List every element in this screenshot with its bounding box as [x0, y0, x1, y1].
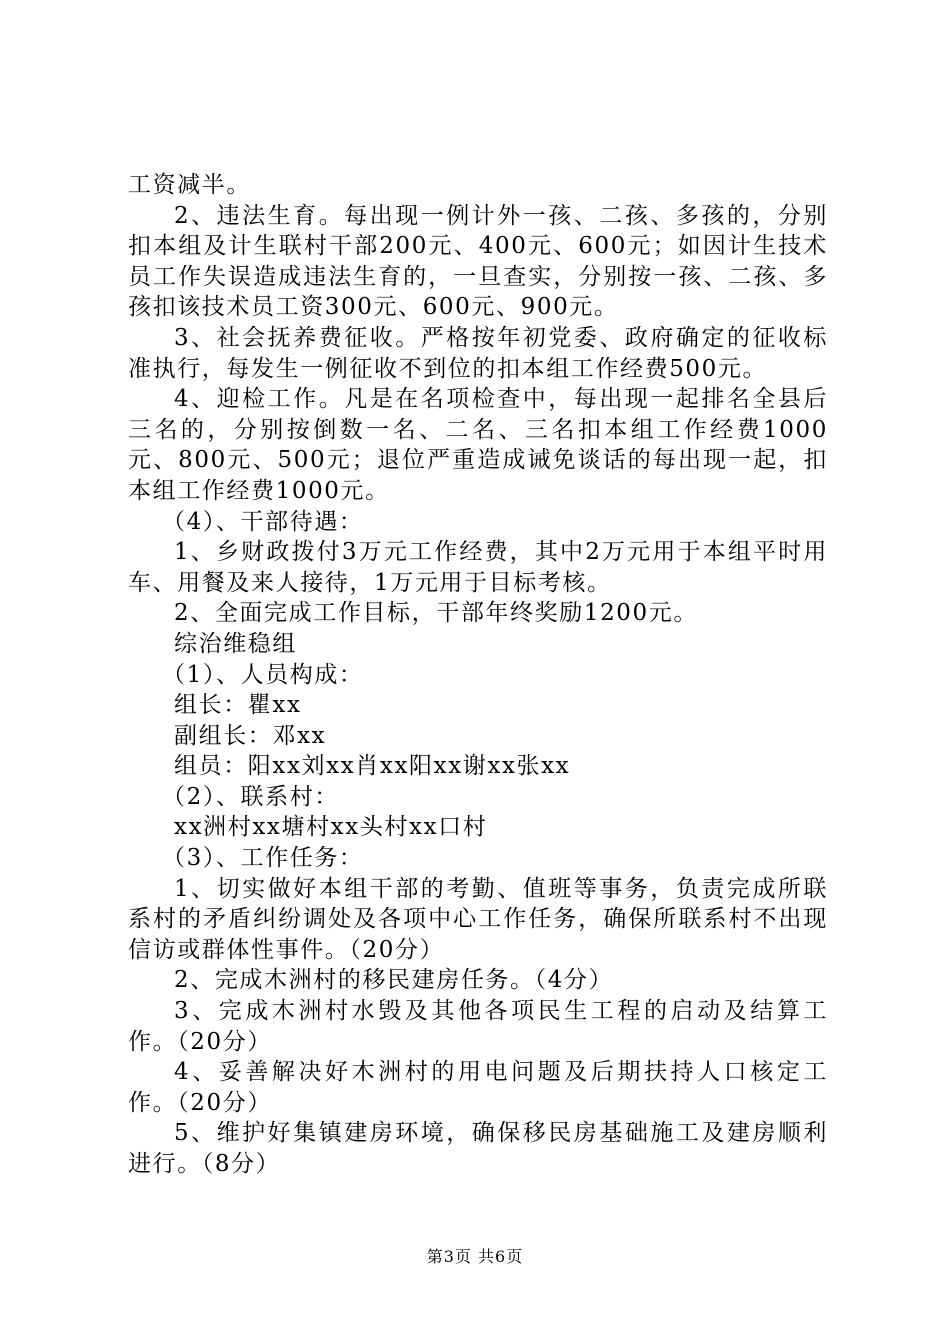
paragraph-task-1: 1、切实做好本组干部的考勤、值班等事务，负责完成所联系村的矛盾纠纷调处及各项中心工作任务，确保所联系村不出现信访或群体性事件。（20分） — [128, 875, 828, 963]
paragraph-task-4: 4、妥善解决好木洲村的用电问题及后期扶持人口核定工作。（20分） — [128, 1059, 828, 1116]
document-body — [128, 170, 828, 1180]
paragraph-inspection: 4、迎检工作。凡是在名项检查中，每出现一起排名全县后三名的，分别按倒数一名、二名、三名扣本组工作经费1000元、800元、500元；退位严重造成诫免谈话的每出现一起，扣本组工作经费1000元。 — [128, 386, 828, 504]
paragraph-social-fee: 3、社会抚养费征收。严格按年初党委、政府确定的征收标准执行，每发生一例征收不到位的扣本组工作经费500元。 — [128, 324, 828, 382]
paragraph-task-5: 5、维护好集镇建房环境，确保移民房基础施工及建房顺利进行。（8分） — [128, 1120, 828, 1177]
paragraph-group-leader: 组长：瞿xx — [174, 692, 302, 719]
page-number-footer: 第3页 共6页 — [426, 1247, 524, 1266]
paragraph-illegal-birth: 2、违法生育。每出现一例计外一孩、二孩、多孩的，分别扣本组及计生联村干部200元、400元、600元；如因计生技术员工作失误造成违法生育的，一旦查实，分别按一孩、二孩、多孩扣该技术员工资300元、600元、900元。 — [128, 202, 828, 321]
paragraph-contact-village-heading: （2）、联系村： — [162, 783, 339, 810]
paragraph-tasks-heading: （3）、工作任务： — [162, 845, 364, 872]
section-title-stability-group: 综治维稳组 — [174, 630, 297, 657]
paragraph-funding: 1、乡财政拨付3万元工作经费，其中2万元用于本组平时用车、用餐及来人接待，1万元用于目标考核。 — [128, 539, 828, 596]
paragraph-task-3: 3、完成木洲村水毁及其他各项民生工程的启动及结算工作。（20分） — [128, 998, 828, 1055]
paragraph-task-2: 2、完成木洲村的移民建房任务。（4分） — [174, 967, 614, 994]
paragraph-salary-halved: 工资减半。 — [128, 172, 251, 198]
paragraph-year-end-bonus: 2、全面完成工作目标，干部年终奖励1200元。 — [174, 600, 698, 627]
paragraph-personnel-heading: （1）、人员构成： — [162, 661, 364, 688]
paragraph-members: 组员：阳xx刘xx肖xx阳xx谢xx张xx — [174, 753, 571, 780]
paragraph-cadre-benefits-heading: （4）、干部待遇： — [162, 508, 364, 535]
paragraph-deputy-leader: 副组长：邓xx — [174, 722, 327, 749]
paragraph-villages: xx洲村xx塘村xx头村xx口村 — [174, 814, 488, 841]
